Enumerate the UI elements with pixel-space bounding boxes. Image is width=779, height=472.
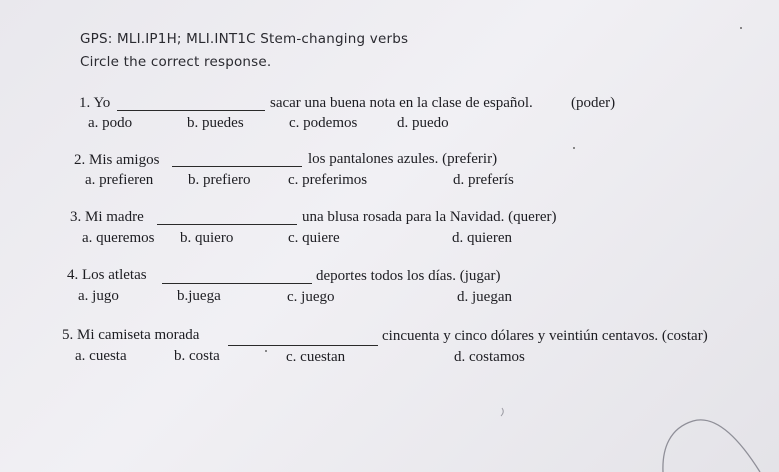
question-2-option-b[interactable]: b. prefiero (188, 172, 251, 188)
question-3-option-b[interactable]: b. quiero (180, 230, 234, 246)
question-1-option-c[interactable]: c. podemos (289, 115, 358, 131)
question-4-option-c[interactable]: c. juego (287, 289, 335, 305)
standards-header: GPS: MLI.IP1H; MLI.INT1C Stem-changing verbs (80, 31, 409, 47)
question-2-option-a[interactable]: a. prefieren (85, 172, 154, 188)
question-3-sentence: una blusa rosada para la Navidad. (querer) (302, 209, 557, 225)
question-5-option-b[interactable]: b. costa (174, 348, 220, 364)
question-4-option-b[interactable]: b.juega (177, 288, 221, 304)
question-5-option-a[interactable]: a. cuesta (75, 348, 127, 364)
question-2-option-c[interactable]: c. preferimos (288, 172, 368, 188)
question-3-prompt: 3. Mi madre (70, 209, 144, 225)
question-5-option-c[interactable]: c. cuestan (286, 349, 346, 365)
question-5-prompt: 5. Mi camiseta morada (62, 327, 200, 343)
question-2-option-d[interactable]: d. preferís (453, 172, 514, 188)
question-1-prompt: 1. Yo (79, 95, 111, 111)
question-4-prompt: 4. Los atletas (67, 267, 147, 283)
question-1-option-b[interactable]: b. puedes (187, 115, 244, 131)
question-3-option-c[interactable]: c. quiere (288, 230, 340, 246)
question-5-option-d[interactable]: d. costamos (454, 349, 525, 365)
question-2-prompt: 2. Mis amigos (74, 152, 160, 168)
question-1-sentence: sacar una buena nota en la clase de español. (270, 95, 533, 111)
question-3-option-d[interactable]: d. quieren (452, 230, 512, 246)
question-4-option-a[interactable]: a. jugo (78, 288, 119, 304)
question-3-option-a[interactable]: a. queremos (82, 230, 155, 246)
question-5-sentence: cincuenta y cinco dólares y veintiún centavos. (costar) (382, 328, 708, 344)
question-1-option-d[interactable]: d. puedo (397, 115, 449, 131)
question-2-sentence: los pantalones azules. (preferir) (308, 151, 498, 167)
instructions: Circle the correct response. (80, 54, 272, 70)
question-1-verb: (poder) (571, 95, 616, 111)
question-4-sentence: deportes todos los días. (jugar) (316, 268, 501, 284)
question-4-option-d[interactable]: d. juegan (457, 289, 512, 305)
question-1-option-a[interactable]: a. podo (88, 115, 133, 131)
